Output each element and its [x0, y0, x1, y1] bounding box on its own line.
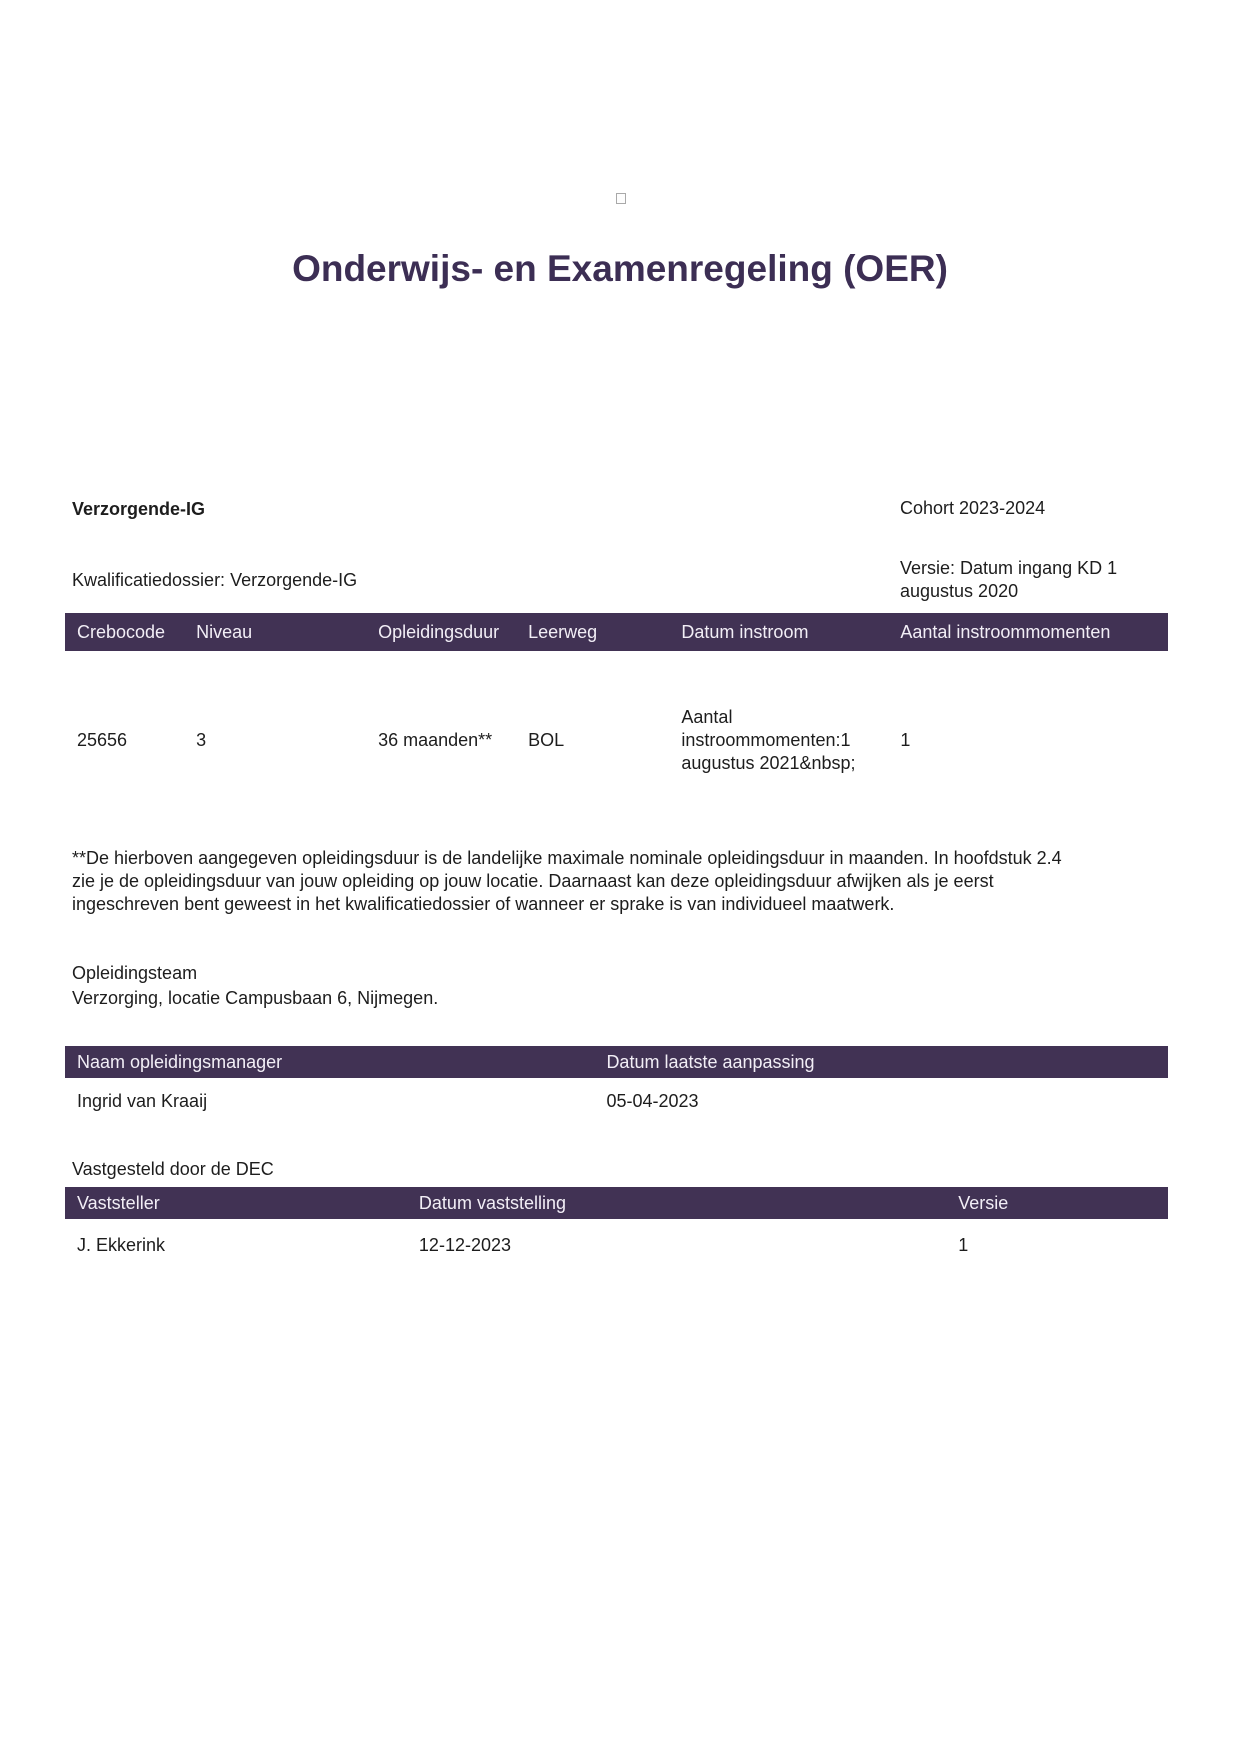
program-table-header-row [65, 613, 1168, 651]
cell-versie: 1 [958, 1234, 969, 1255]
header-leerweg: Leerweg [516, 613, 669, 651]
page-title: Onderwijs- en Examenregeling (OER) [292, 248, 948, 289]
program-header-row [65, 497, 1168, 520]
header-naam-opleidingsmanager: Naam opleidingsmanager [65, 1046, 594, 1078]
opleidingsteam-block [72, 961, 1168, 1011]
manager-table-row [65, 1078, 1168, 1124]
cell-datum-vaststelling: 12-12-2023 [418, 1234, 511, 1255]
cell-datum-instroom: Aantal instroommomenten:1 augustus 2021&nbsp; [681, 706, 856, 773]
cell-vaststeller: J. Ekkerink [77, 1234, 166, 1255]
header-opleidingsduur: Opleidingsduur [366, 613, 516, 651]
document-content [65, 0, 1168, 1271]
approval-table [65, 1187, 1168, 1271]
header-niveau: Niveau [184, 613, 366, 651]
cell-opleidingsduur: 36 maanden** [378, 729, 493, 750]
cell-leerweg: BOL [528, 729, 565, 750]
header-aantal-instroommomenten: Aantal instroommomenten [888, 613, 1168, 651]
header-vaststeller: Vaststeller [65, 1187, 407, 1219]
program-table-row [65, 651, 1168, 829]
approval-table-header-row [65, 1187, 1168, 1219]
approval-table-row [65, 1219, 1168, 1271]
dec-label: Vastgesteld door de DEC [72, 1159, 274, 1179]
manager-table [65, 1046, 1168, 1124]
header-versie: Versie [946, 1187, 1168, 1219]
header-datum-instroom: Datum instroom [669, 613, 888, 651]
program-name: Verzorgende-IG [72, 498, 206, 519]
opleidingsteam-value: Verzorging, locatie Campusbaan 6, Nijmegen. [72, 988, 439, 1008]
cohort-label: Cohort 2023-2024 [900, 498, 1046, 518]
opleidingsteam-label: Opleidingsteam [72, 963, 198, 983]
duration-footnote: **De hierboven aangegeven opleidingsduur is de landelijke maximale nominale opleidingsduur in maanden. In hoofdstuk 2.4 zie je de opleidingsduur van jouw opleiding op jouw locatie. Daarnaast kan deze opleidingsduur afwijken als je eerst ingeschreven bent geweest in het kwalificatiedossier of wanneer er sprake is van individueel maatwerk. [72, 848, 1062, 914]
header-datum-laatste-aanpassing: Datum laatste aanpassing [594, 1046, 1168, 1078]
qualification-dossier-label: Kwalificatiedossier: Verzorgende-IG [72, 570, 358, 590]
version-label: Versie: Datum ingang KD 1 augustus 2020 [900, 558, 1118, 601]
cell-crebocode: 25656 [77, 729, 128, 750]
manager-table-header-row [65, 1046, 1168, 1078]
header-crebocode: Crebocode [65, 613, 184, 651]
cell-niveau: 3 [196, 729, 207, 750]
cell-manager-datum: 05-04-2023 [606, 1090, 699, 1111]
cell-manager-naam: Ingrid van Kraaij [77, 1090, 208, 1111]
program-table [65, 613, 1168, 829]
header-datum-vaststelling: Datum vaststelling [407, 1187, 946, 1219]
cell-aantal-instroommomenten: 1 [900, 729, 911, 750]
dossier-header-row [65, 557, 1168, 603]
